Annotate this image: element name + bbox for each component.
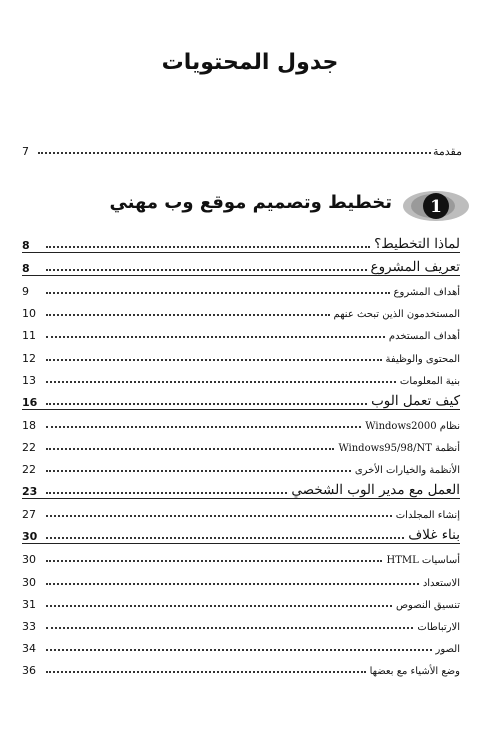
toc-list xyxy=(22,230,460,677)
toc-entry-label: نظام Windows2000 xyxy=(365,420,460,432)
toc-entry-label: العمل مع مدير الوب الشخصي xyxy=(291,482,460,499)
toc-entry-page: 31 xyxy=(22,597,36,611)
toc-entry-page: 18 xyxy=(22,418,36,432)
leader-dots xyxy=(46,604,392,607)
toc-entry-label: مقدمة xyxy=(432,145,462,158)
leader-dots xyxy=(46,268,367,271)
toc-entry[interactable] xyxy=(22,454,460,476)
leader-dots xyxy=(46,447,334,450)
toc-entry-page: 34 xyxy=(22,641,36,655)
toc-entry[interactable] xyxy=(22,365,460,387)
toc-entry-page: 13 xyxy=(22,373,36,387)
toc-entry-label: الاستعداد xyxy=(422,577,460,589)
toc-entry[interactable] xyxy=(22,230,460,253)
leader-dots xyxy=(46,582,419,585)
leader-dots xyxy=(46,313,330,316)
leader-dots xyxy=(46,514,392,517)
toc-entry-label: الأنظمة والخيارات الأخرى xyxy=(354,465,460,477)
toc-entry-label: الارتباطات xyxy=(417,621,460,633)
toc-entry-page: 33 xyxy=(22,619,36,633)
toc-entry[interactable] xyxy=(22,499,460,521)
toc-entry-label: تنسيق النصوص xyxy=(395,599,460,611)
toc-entry-label: بناء غلاف xyxy=(408,527,460,544)
toc-entry-page: 10 xyxy=(22,307,36,321)
toc-entry[interactable] xyxy=(22,432,460,454)
toc-entry-label: أساسيات HTML xyxy=(386,555,460,567)
toc-entry-label: أهداف المستخدم xyxy=(388,331,460,343)
toc-entry[interactable] xyxy=(22,298,460,320)
leader-dots xyxy=(46,559,382,562)
toc-entry-page: 16 xyxy=(22,395,38,409)
toc-entry-label: وضع الأشياء مع بعضها xyxy=(369,665,460,677)
toc-entry-page: 23 xyxy=(22,485,38,499)
toc-entry-page: 7 xyxy=(22,145,29,158)
toc-entry-label: الصور xyxy=(435,643,460,655)
toc-entry-label: إنشاء المجلدات xyxy=(395,510,460,522)
toc-entry[interactable] xyxy=(22,589,460,611)
leader-dots xyxy=(46,536,404,539)
leader-dots xyxy=(46,402,367,405)
toc-entry[interactable] xyxy=(22,276,460,298)
toc-entry-page: 22 xyxy=(22,440,36,454)
toc-entry-page: 8 xyxy=(22,262,30,276)
toc-entry[interactable] xyxy=(22,342,460,364)
toc-entry-label: لماذا التخطيط؟ xyxy=(374,236,460,253)
toc-entry-page: 8 xyxy=(22,239,30,253)
toc-entry[interactable] xyxy=(22,633,460,655)
toc-entry[interactable] xyxy=(22,476,460,499)
chapter-number-badge xyxy=(402,190,470,222)
toc-entry-page: 30 xyxy=(22,575,36,589)
toc-entry-label: أنظمة Windows95/98/NT xyxy=(338,442,460,454)
toc-entry-intro xyxy=(22,142,462,158)
page-title: جدول المحتويات xyxy=(161,50,339,75)
toc-entry[interactable] xyxy=(22,253,460,276)
toc-entry-label: كيف تعمل الوب xyxy=(371,392,460,409)
toc-entry-label: المستخدمون الذين تبحث عنهم xyxy=(333,309,460,321)
chapter-title: تخطيط وتصميم موقع وب مهني xyxy=(109,192,392,213)
leader-dots xyxy=(46,626,413,629)
leader-dots xyxy=(46,335,385,338)
chapter-number: 1 xyxy=(430,197,442,217)
toc-entry[interactable] xyxy=(22,387,460,410)
toc-entry[interactable] xyxy=(22,410,460,432)
leader-dots xyxy=(46,648,432,651)
chapter-heading xyxy=(109,188,470,228)
toc-entry[interactable] xyxy=(22,544,460,566)
toc-entry-page: 9 xyxy=(22,285,29,299)
toc-entry-page: 36 xyxy=(22,663,36,677)
leader-dots xyxy=(46,358,382,361)
leader-dots xyxy=(46,491,287,494)
toc-entry-label: أهداف المشروع xyxy=(393,287,460,299)
toc-entry[interactable] xyxy=(22,521,460,544)
toc-entry-page: 12 xyxy=(22,351,36,365)
leader-dots xyxy=(46,425,361,428)
toc-entry-page: 27 xyxy=(22,508,36,522)
leader-dots xyxy=(46,291,390,294)
leader-dots xyxy=(38,152,431,154)
toc-entry[interactable] xyxy=(22,320,460,342)
toc-entry-page: 30 xyxy=(22,553,36,567)
toc-entry-label: بنية المعلومات xyxy=(399,375,460,387)
leader-dots xyxy=(46,245,370,248)
toc-entry-page: 30 xyxy=(22,530,38,544)
leader-dots xyxy=(46,670,366,673)
leader-dots xyxy=(46,380,396,383)
toc-entry-page: 11 xyxy=(22,329,36,343)
toc-entry[interactable] xyxy=(22,566,460,588)
toc-entry-label: المحتوى والوظيفة xyxy=(385,353,460,365)
leader-dots xyxy=(46,469,351,472)
toc-entry-page: 22 xyxy=(22,463,36,477)
toc-entry[interactable] xyxy=(22,611,460,633)
toc-entry-label: تعريف المشروع xyxy=(370,259,460,276)
toc-entry[interactable] xyxy=(22,655,460,677)
